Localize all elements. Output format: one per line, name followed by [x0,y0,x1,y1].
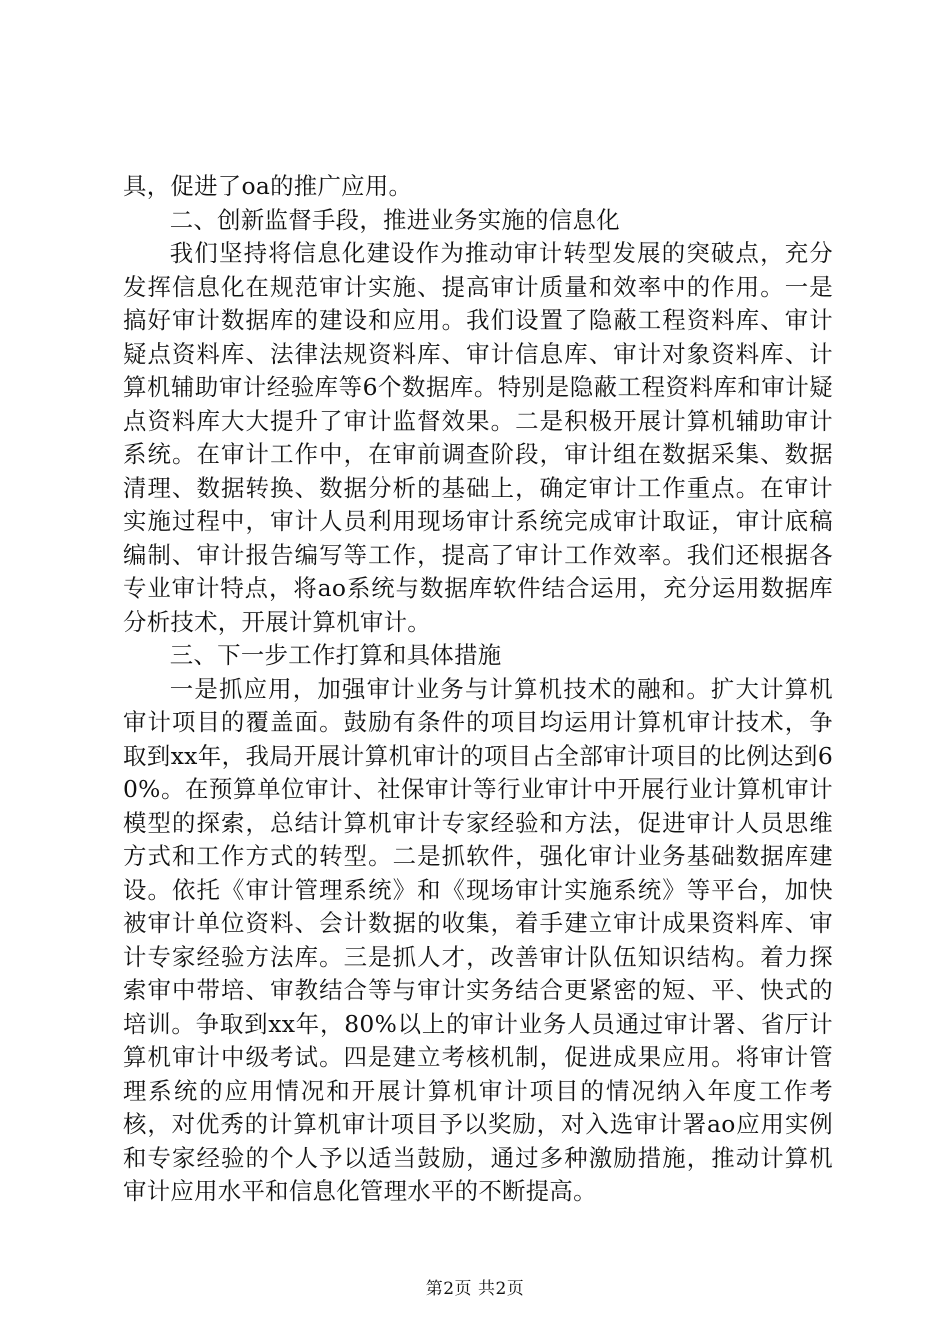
paragraph-continuation: 具，促进了oa的推广应用。 [123,172,413,200]
paragraph-database: 我们坚持将信息化建设作为推动审计转型发展的突破点，充分发挥信息化在规范审计实施、提高审计质量和效率中的作用。一是搞好审计数据库的建设和应用。我们设置了隐蔽工程资料库、审计疑点资料库、法律法规资料库、审计信息库、审计对象资料库、计算机辅助审计经验库等6个数据库。特别是隐蔽工程资料库和审计疑点资料库大大提升了审计监督效果。二是积极开展计算机辅助审计系统。在审计工作中，在审前调查阶段，审计组在数据采集、数据清理、数据转换、数据分析的基础上，确定审计工作重点。在审计实施过程中，审计人员利用现场审计系统完成审计取证，审计底稿编制、审计报告编写等工作，提高了审计工作效率。我们还根据各专业审计特点，将ao系统与数据库软件结合运用，充分运用数据库分析技术，开展计算机审计。 [123,239,833,636]
page-number-footer: 第2页 共2页 [425,1279,525,1299]
section-heading-3: 三、下一步工作打算和具体措施 [169,641,502,669]
section-heading-2: 二、创新监督手段，推进业务实施的信息化 [169,205,620,234]
paragraph-measures: 一是抓应用，加强审计业务与计算机技术的融和。扩大计算机审计项目的覆盖面。鼓励有条件的项目均运用计算机审计技术，争取到xx年，我局开展计算机审计的项目占全部审计项目的比例达到60%。在预算单位审计、社保审计等行业审计中开展行业计算机审计模型的探索，总结计算机审计专家经验和方法，促进审计人员思维方式和工作方式的转型。二是抓软件，强化审计业务基础数据库建设。依托《审计管理系统》和《现场审计实施系统》等平台，加快被审计单位资料、会计数据的收集，着手建立审计成果资料库、审计专家经验方法库。三是抓人才，改善审计队伍知识结构。着力探索审中带培、审教结合等与审计实务结合更紧密的短、平、快式的培训。争取到xx年，80%以上的审计业务人员通过审计署、省厅计算机审计中级考试。四是建立考核机制，促进成果应用。将审计管理系统的应用情况和开展计算机审计项目的情况纳入年度工作考核，对优秀的计算机审计项目予以奖励，对入选审计署ao应用实例和专家经验的个人予以适当鼓励，通过多种激励措施，推动计算机审计应用水平和信息化管理水平的不断提高。 [123,674,833,1205]
document-body [123,170,833,1209]
